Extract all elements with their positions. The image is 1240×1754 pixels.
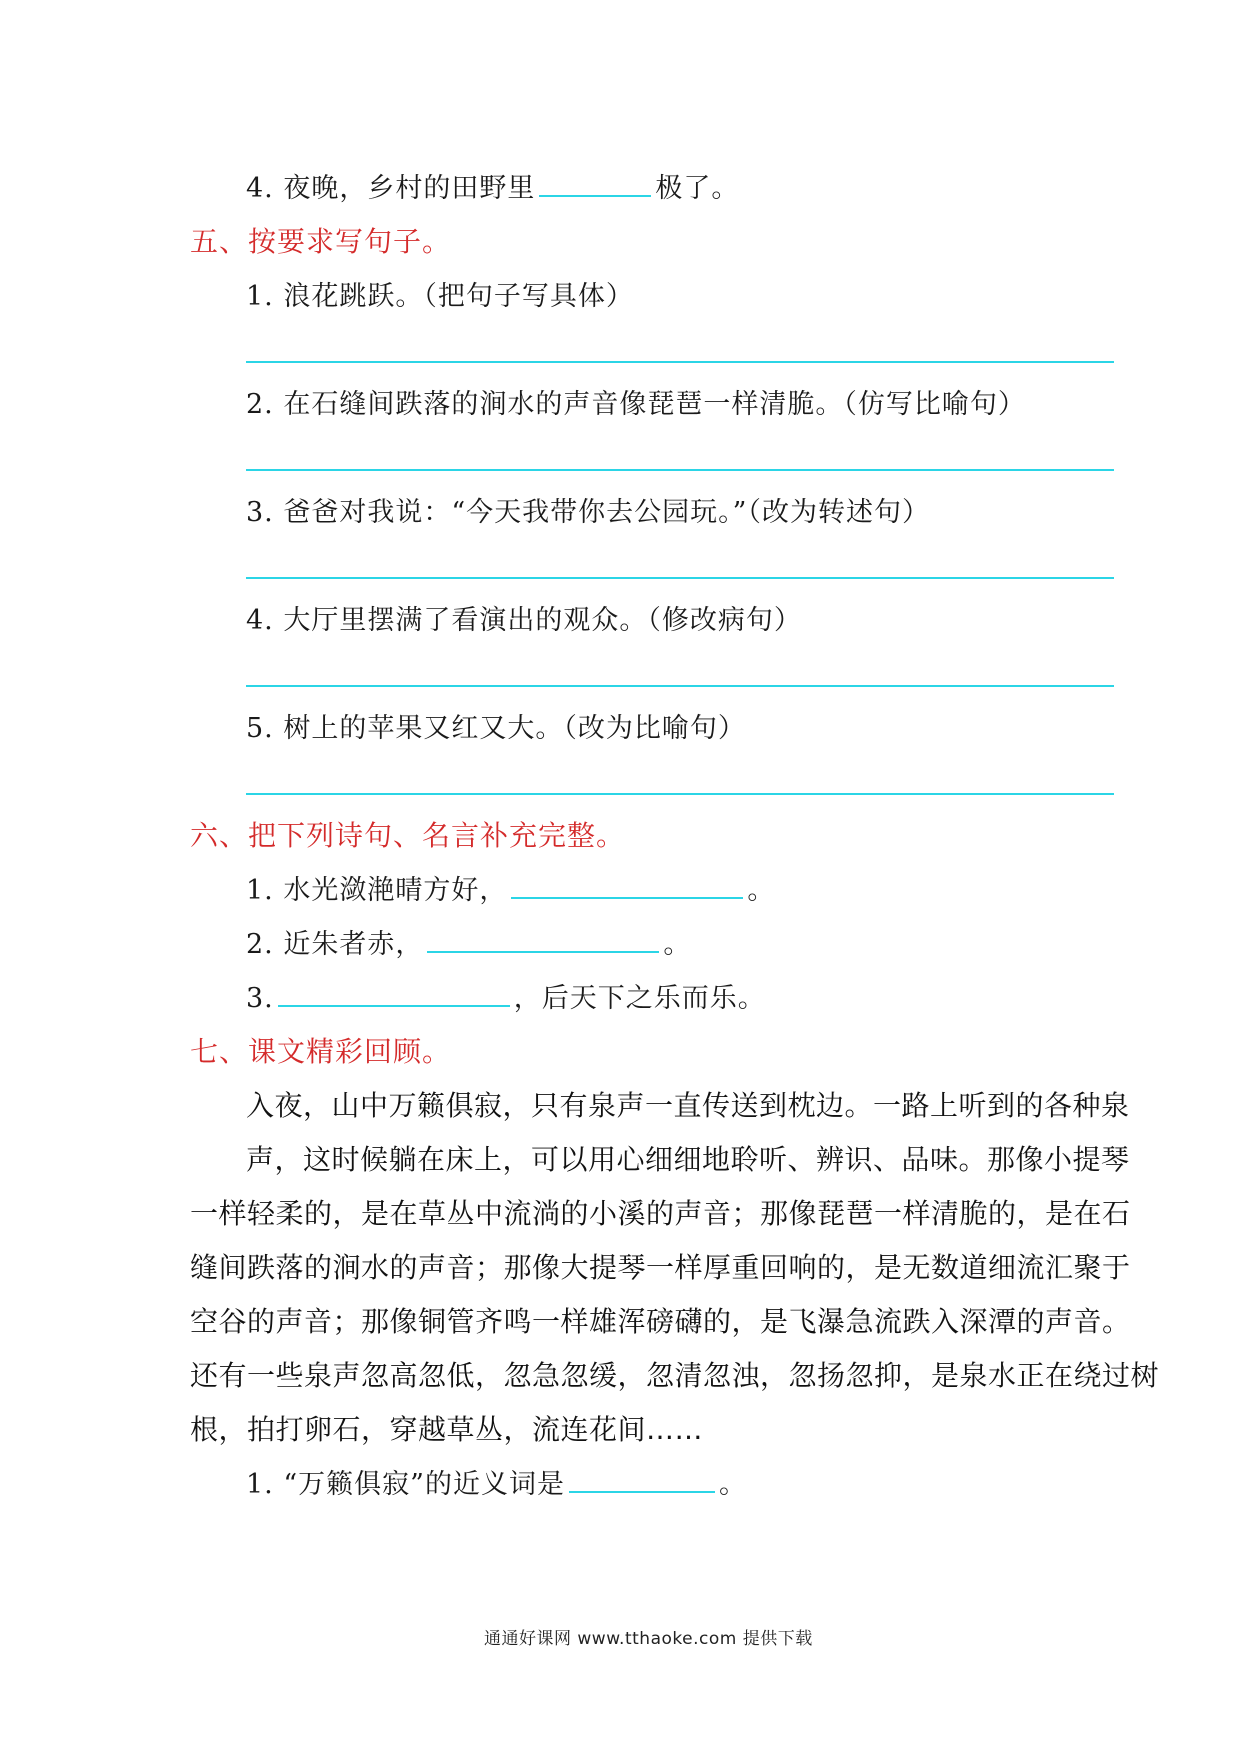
synonym-blank[interactable]: [569, 1490, 715, 1493]
section-7-title: 七、课文精彩回顾。: [190, 1035, 452, 1068]
answer-line-3[interactable]: [246, 577, 1114, 579]
answer-line-2[interactable]: [246, 469, 1114, 471]
poem-item-3: [246, 976, 766, 1015]
poem-item-2: [246, 922, 691, 961]
passage-question-1-text: 1. “万籁俱寂”的近义词是: [246, 1469, 565, 1500]
fill-item-4-suffix: 极了。: [655, 173, 740, 204]
poem-blank-2[interactable]: [427, 950, 659, 953]
poem-item-1: [246, 868, 775, 907]
fill-blank[interactable]: [539, 194, 651, 197]
passage-question-1: [246, 1462, 747, 1501]
passage-question-1-end: 。: [718, 1469, 747, 1500]
fill-item-4-text: 4. 夜晚，乡村的田野里: [246, 173, 536, 204]
passage-line-2: 声，这时候躺在床上，可以用心细细地聆听、辨识、品味。那像小提琴: [246, 1143, 1130, 1176]
answer-line-1[interactable]: [246, 361, 1114, 363]
passage-line-5: 空谷的声音；那像铜管齐鸣一样雄浑磅礴的，是飞瀑急流跌入深潭的声音。: [190, 1305, 1131, 1338]
passage-line-1: 入夜，山中万籁俱寂，只有泉声一直传送到枕边。一路上听到的各种泉: [246, 1089, 1130, 1122]
section-6-title: 六、把下列诗句、名言补充完整。: [190, 819, 626, 852]
passage-line-3: 一样轻柔的，是在草丛中流淌的小溪的声音；那像琵琶一样清脆的，是在石: [190, 1197, 1131, 1230]
poem-item-3-text: ，后天下之乐而乐。: [513, 983, 766, 1014]
poem-item-2-text: 2. 近朱者赤，: [246, 929, 424, 960]
poem-item-1-text: 1. 水光潋滟晴方好，: [246, 875, 508, 906]
answer-line-4[interactable]: [246, 685, 1114, 687]
passage-line-7: 根，拍打卵石，穿越草丛，流连花间……: [190, 1413, 704, 1446]
rewrite-item-5: 5. 树上的苹果又红又大。（改为比喻句）: [246, 713, 746, 744]
rewrite-item-2: 2. 在石缝间跌落的涧水的声音像琵琶一样清脆。（仿写比喻句）: [246, 389, 1026, 420]
section-5-title: 五、按要求写句子。: [190, 225, 452, 258]
poem-item-3-num: 3.: [246, 983, 274, 1014]
rewrite-item-1: 1. 浪花跳跃。（把句子写具体）: [246, 281, 634, 312]
answer-line-5[interactable]: [246, 793, 1114, 795]
passage-line-6: 还有一些泉声忽高忽低，忽急忽缓，忽清忽浊，忽扬忽抑，是泉水正在绕过树: [190, 1359, 1160, 1392]
passage-line-4: 缝间跌落的涧水的声音；那像大提琴一样厚重回响的，是无数道细流汇聚于: [190, 1251, 1131, 1284]
poem-blank-1[interactable]: [511, 896, 743, 899]
rewrite-item-3: 3. 爸爸对我说：“今天我带你去公园玩。”（改为转述句）: [246, 497, 930, 528]
poem-blank-3[interactable]: [278, 1004, 510, 1007]
poem-item-2-end: 。: [663, 929, 692, 960]
rewrite-item-4: 4. 大厅里摆满了看演出的观众。（修改病句）: [246, 605, 802, 636]
footer-credit: 通通好课网 www.tthaoke.com 提供下载: [484, 1629, 813, 1649]
fill-item-4: [246, 166, 739, 205]
poem-item-1-end: 。: [747, 875, 776, 906]
